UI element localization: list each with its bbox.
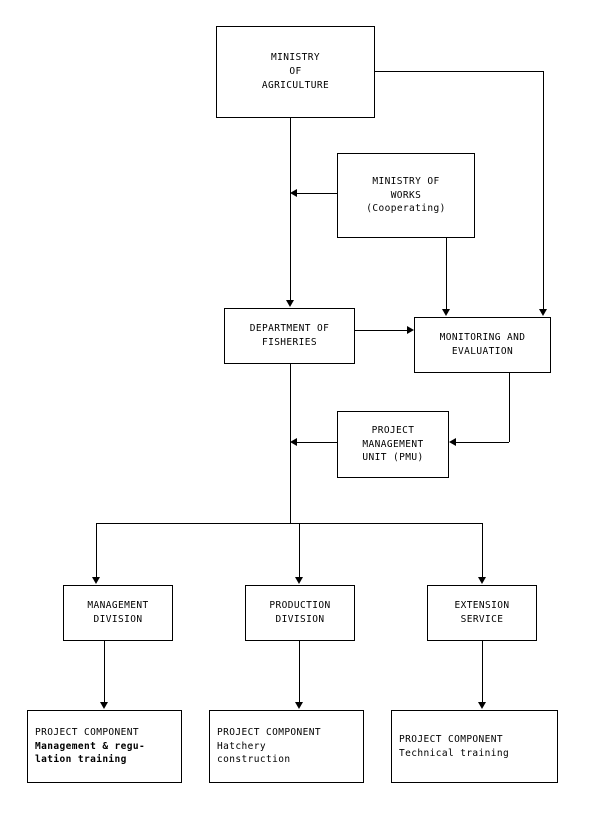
node-line: MANAGEMENT: [362, 438, 424, 450]
connector-agriculture-right-down: [543, 71, 544, 309]
node-line: Technical training: [399, 747, 510, 759]
node-line: MINISTRY: [271, 52, 320, 64]
connector-management-to-component: [104, 641, 105, 702]
arrowhead-down-fisheries: [286, 300, 294, 307]
arrowhead-left-trunk: [290, 438, 297, 446]
node-line: SERVICE: [460, 614, 504, 625]
node-line: PROJECT COMPONENT: [399, 733, 504, 745]
connector-works-to-monitoring: [446, 238, 447, 309]
node-line: (Cooperating): [366, 203, 446, 215]
arrowhead-down-component-hatchery: [295, 702, 303, 709]
node-line: PROJECT COMPONENT: [35, 726, 140, 738]
node-component-management: [27, 710, 182, 783]
node-line: MANAGEMENT: [87, 600, 149, 612]
connector-bus-to-production: [299, 523, 300, 577]
connector-production-to-component: [299, 641, 300, 702]
connector-agriculture-right: [375, 71, 543, 72]
connector-fisheries-trunk-down: [290, 364, 291, 523]
arrowhead-down-component-management: [100, 702, 108, 709]
arrowhead-left-pmu: [449, 438, 456, 446]
node-line: EXTENSION: [454, 600, 510, 612]
connector-pmu-to-trunk: [296, 442, 337, 443]
node-line: PROJECT: [371, 424, 415, 436]
arrowhead-left-works: [290, 189, 297, 197]
node-ministry-of-works: [337, 153, 475, 238]
node-project-management-unit: [337, 411, 449, 478]
node-management-division: [63, 585, 173, 641]
arrowhead-down-extension-service: [478, 577, 486, 584]
arrowhead-down-component-training: [478, 702, 486, 709]
node-line: DEPARTMENT OF: [249, 323, 330, 335]
node-component-training: [391, 710, 558, 783]
arrowhead-down-management-division: [92, 577, 100, 584]
node-line: FISHERIES: [261, 337, 318, 348]
connector-extension-to-component: [482, 641, 483, 702]
node-line: PROJECT COMPONENT: [217, 726, 322, 738]
arrowhead-right-monitoring: [407, 326, 414, 334]
node-department-of-fisheries: [224, 308, 355, 364]
node-line: PRODUCTION: [269, 600, 331, 612]
node-line: EVALUATION: [451, 346, 514, 357]
node-extension-service: [427, 585, 537, 641]
connector-bus-to-extension: [482, 523, 483, 577]
connector-bus-to-management: [96, 523, 97, 577]
arrowhead-down-monitoring-right: [539, 309, 547, 316]
node-line: Hatchery: [217, 740, 266, 752]
arrowhead-down-production-division: [295, 577, 303, 584]
node-line: construction: [217, 754, 291, 766]
node-line: Management & regu-: [35, 740, 146, 752]
arrowhead-down-monitoring-center: [442, 309, 450, 316]
node-line: OF: [289, 66, 302, 78]
node-component-hatchery: [209, 710, 364, 783]
connector-works-to-trunk: [296, 193, 337, 194]
connector-distribution-bus: [96, 523, 482, 524]
node-line: DIVISION: [93, 614, 143, 625]
node-line: DIVISION: [275, 614, 325, 625]
node-line: AGRICULTURE: [261, 79, 330, 91]
node-monitoring-and-evaluation: [414, 317, 551, 373]
node-production-division: [245, 585, 355, 641]
connector-monitoring-to-pmu: [455, 442, 509, 443]
node-ministry-of-agriculture: [216, 26, 375, 118]
node-line: lation training: [35, 754, 127, 766]
node-line: MONITORING AND: [439, 332, 526, 344]
node-line: MINISTRY OF: [372, 175, 440, 187]
connector-monitoring-to-pmu-down: [509, 373, 510, 442]
connector-fisheries-to-monitoring: [355, 330, 407, 331]
node-line: WORKS: [390, 189, 422, 201]
node-line: UNIT (PMU): [362, 452, 424, 464]
connector-agriculture-to-fisheries: [290, 118, 291, 300]
